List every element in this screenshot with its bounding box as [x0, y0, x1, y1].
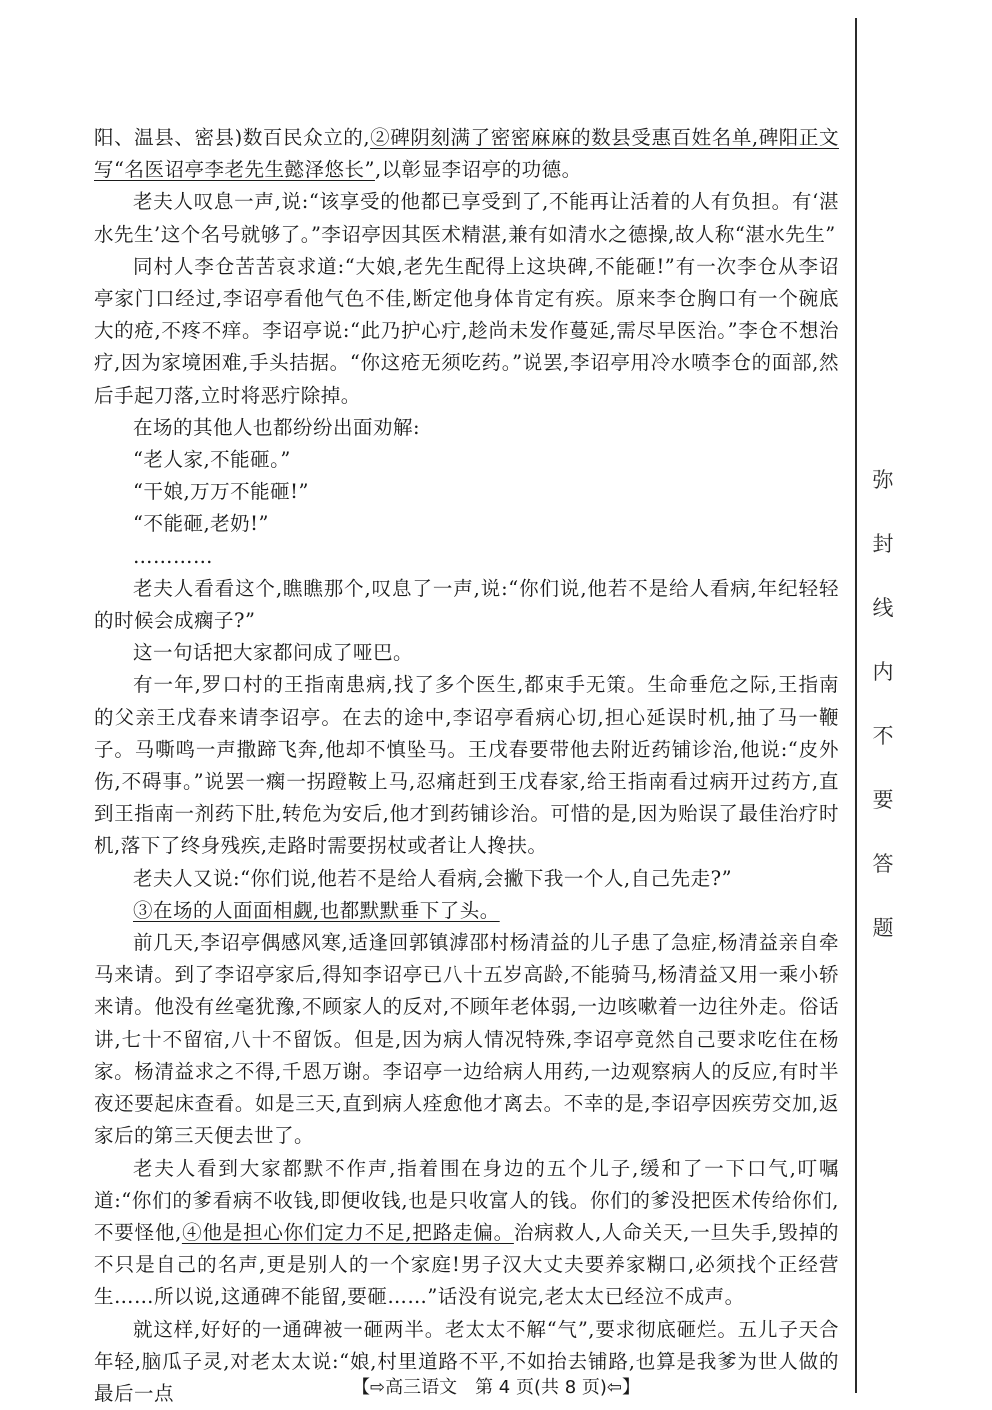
- paragraph: [94, 186, 839, 250]
- text-run: 就这样,好好的一通碑被一砸两半。老太太不解“气”,要求彻底砸烂。五儿子天合年轻,脑瓜子灵,对老太太说:“娘,村里道路不平,不如抬去铺路,也算是我爹为世人做的最后一点: [94, 1317, 839, 1405]
- text-run: 老夫人又说:“你们说,他若不是给人看病,会撇下我一个人,自己先走?”: [133, 866, 733, 890]
- binding-line: [855, 18, 857, 1393]
- dialogue-line: [94, 508, 839, 540]
- dialogue-line: [94, 444, 839, 476]
- paragraph: [94, 122, 839, 186]
- text-run: …………: [133, 544, 213, 568]
- text-run: 治病救人,人命关天,一旦失手,毁掉的不只是自己的名声,更是别人的一个家庭!男子汉大丈夫要养家糊口,必须找个正经营生……所以说,这通碑不能留,要砸……”话没有说完,老太太已经泣不成声。: [94, 1220, 839, 1309]
- text-run: “老人家,不能砸。”: [133, 448, 291, 472]
- page-footer: 【⇨高三语文 第 4 页(共 8 页)⇦】: [352, 1377, 640, 1398]
- paragraph: [94, 1153, 839, 1314]
- underlined-text: ④他是担心你们定力不足,把路走偏。: [181, 1220, 514, 1244]
- dialogue-line: [94, 476, 839, 508]
- side-char: 题: [872, 916, 894, 940]
- text-run: “不能砸,老奶!”: [133, 512, 269, 536]
- text-run: 老夫人看看这个,瞧瞧那个,叹息了一声,说:“你们说,他若不是给人看病,年纪轻轻的时候会成瘸子?”: [94, 576, 839, 633]
- side-char: 弥: [872, 468, 894, 492]
- exam-reading-passage: [94, 122, 839, 1410]
- side-char: 封: [872, 532, 894, 556]
- text-run: “干娘,万万不能砸!”: [133, 480, 309, 504]
- side-char: 线: [872, 596, 894, 620]
- underlined-text: ②碑阴刻满了密密麻麻的数县受惠百姓名单,碑阳正文写“名医诏亭李老先生懿泽悠长”: [94, 126, 839, 182]
- text-run: 在场的其他人也都纷纷出面劝解:: [133, 415, 421, 439]
- text-run: 有一年,罗口村的王指南患病,找了多个医生,都束手无策。生命垂危之际,王指南的父亲王戊春来请李诏亭。在去的途中,李诏亭看病心切,担心延误时机,抽了马一鞭子。马嘶鸣一声撒蹄飞奔,他却不慎坠马。王戊春要带他去附近药铺诊治,他说:“皮外伤,不碍事。”说罢一瘸一拐蹬鞍上马,忍痛赶到王戊春家,给王指南看过病开过药方,直到王指南一剂药下肚,转危为安后,他才到药铺诊治。可惜的是,因为贻误了最佳治疗时机,落下了终身残疾,走路时需要拐杖或者让人搀扶。: [94, 673, 839, 858]
- paragraph: [94, 863, 839, 895]
- paragraph: [94, 927, 839, 1152]
- text-run: 前几天,李诏亭偶感风寒,适逢回郭镇滹邵村杨清益的儿子患了急症,杨清益亲自牵马来请。到了李诏亭家后,得知李诏亭已八十五岁高龄,不能骑马,杨清益又用一乘小轿来请。他没有丝毫犹豫,不顾家人的反对,不顾年老体弱,一边咳嗽着一边往外走。俗话讲,七十不留宿,八十不留饭。但是,因为病人情况特殊,李诏亭竟然自己要求吃住在杨家。杨清益求之不得,千恩万谢。李诏亭一边给病人用药,一边观察病人的反应,有时半夜还要起床查看。如是三天,直到病人痊愈他才离去。不幸的是,李诏亭因疾劳交加,返家后的第三天便去世了。: [94, 931, 839, 1148]
- text-run: 这一句话把大家都问成了哑巴。: [133, 641, 414, 665]
- underlined-text: ③在场的人面面相觑,也都默默垂下了头。: [133, 898, 500, 922]
- paragraph: [94, 573, 839, 637]
- side-char: 要: [872, 788, 894, 812]
- paragraph: [94, 895, 839, 927]
- text-run: 同村人李仓苦苦哀求道:“大娘,老先生配得上这块碑,不能砸!”有一次李仓从李诏亭家门口经过,李诏亭看他气色不佳,断定他身体肯定有疾。原来李仓胸口有一个碗底大的疮,不疼不痒。李诏亭说:“此乃护心疔,趁尚未发作蔓延,需尽早医治。”李仓不想治疗,因为家境困难,手头拮据。“你这疮无须吃药。”说罢,李诏亭用冷水喷李仓的面部,然后手起刀落,立时将恶疔除掉。: [94, 254, 839, 407]
- text-run: 老夫人看到大家都默不作声,指着围在身边的五个儿子,缓和了一下口气,叮嘱道:“你们的爹看病不收钱,即便收钱,也是只收富人的钱。你们的爹没把医术传给你们,不要怪他,: [94, 1156, 839, 1244]
- paragraph: [94, 637, 839, 669]
- paragraph: [94, 251, 839, 412]
- paragraph: [94, 412, 839, 444]
- dialogue-line: [94, 541, 839, 573]
- text-run: 阳、温县、密县)数百民众立的,: [94, 126, 371, 149]
- paragraph: [94, 669, 839, 862]
- text-run: 老夫人叹息一声,说:“该享受的他都已享受到了,不能再让活着的人有负担。有‘湛水先生’这个名号就够了。”李诏亭因其医术精湛,兼有如清水之德操,故人称“湛水先生”: [94, 190, 839, 246]
- text-run: ,以彰显李诏亭的功德。: [374, 158, 582, 182]
- side-char: 答: [872, 852, 894, 876]
- sealing-line-notice: [868, 470, 898, 982]
- side-char: 不: [872, 724, 894, 748]
- side-char: 内: [872, 660, 894, 684]
